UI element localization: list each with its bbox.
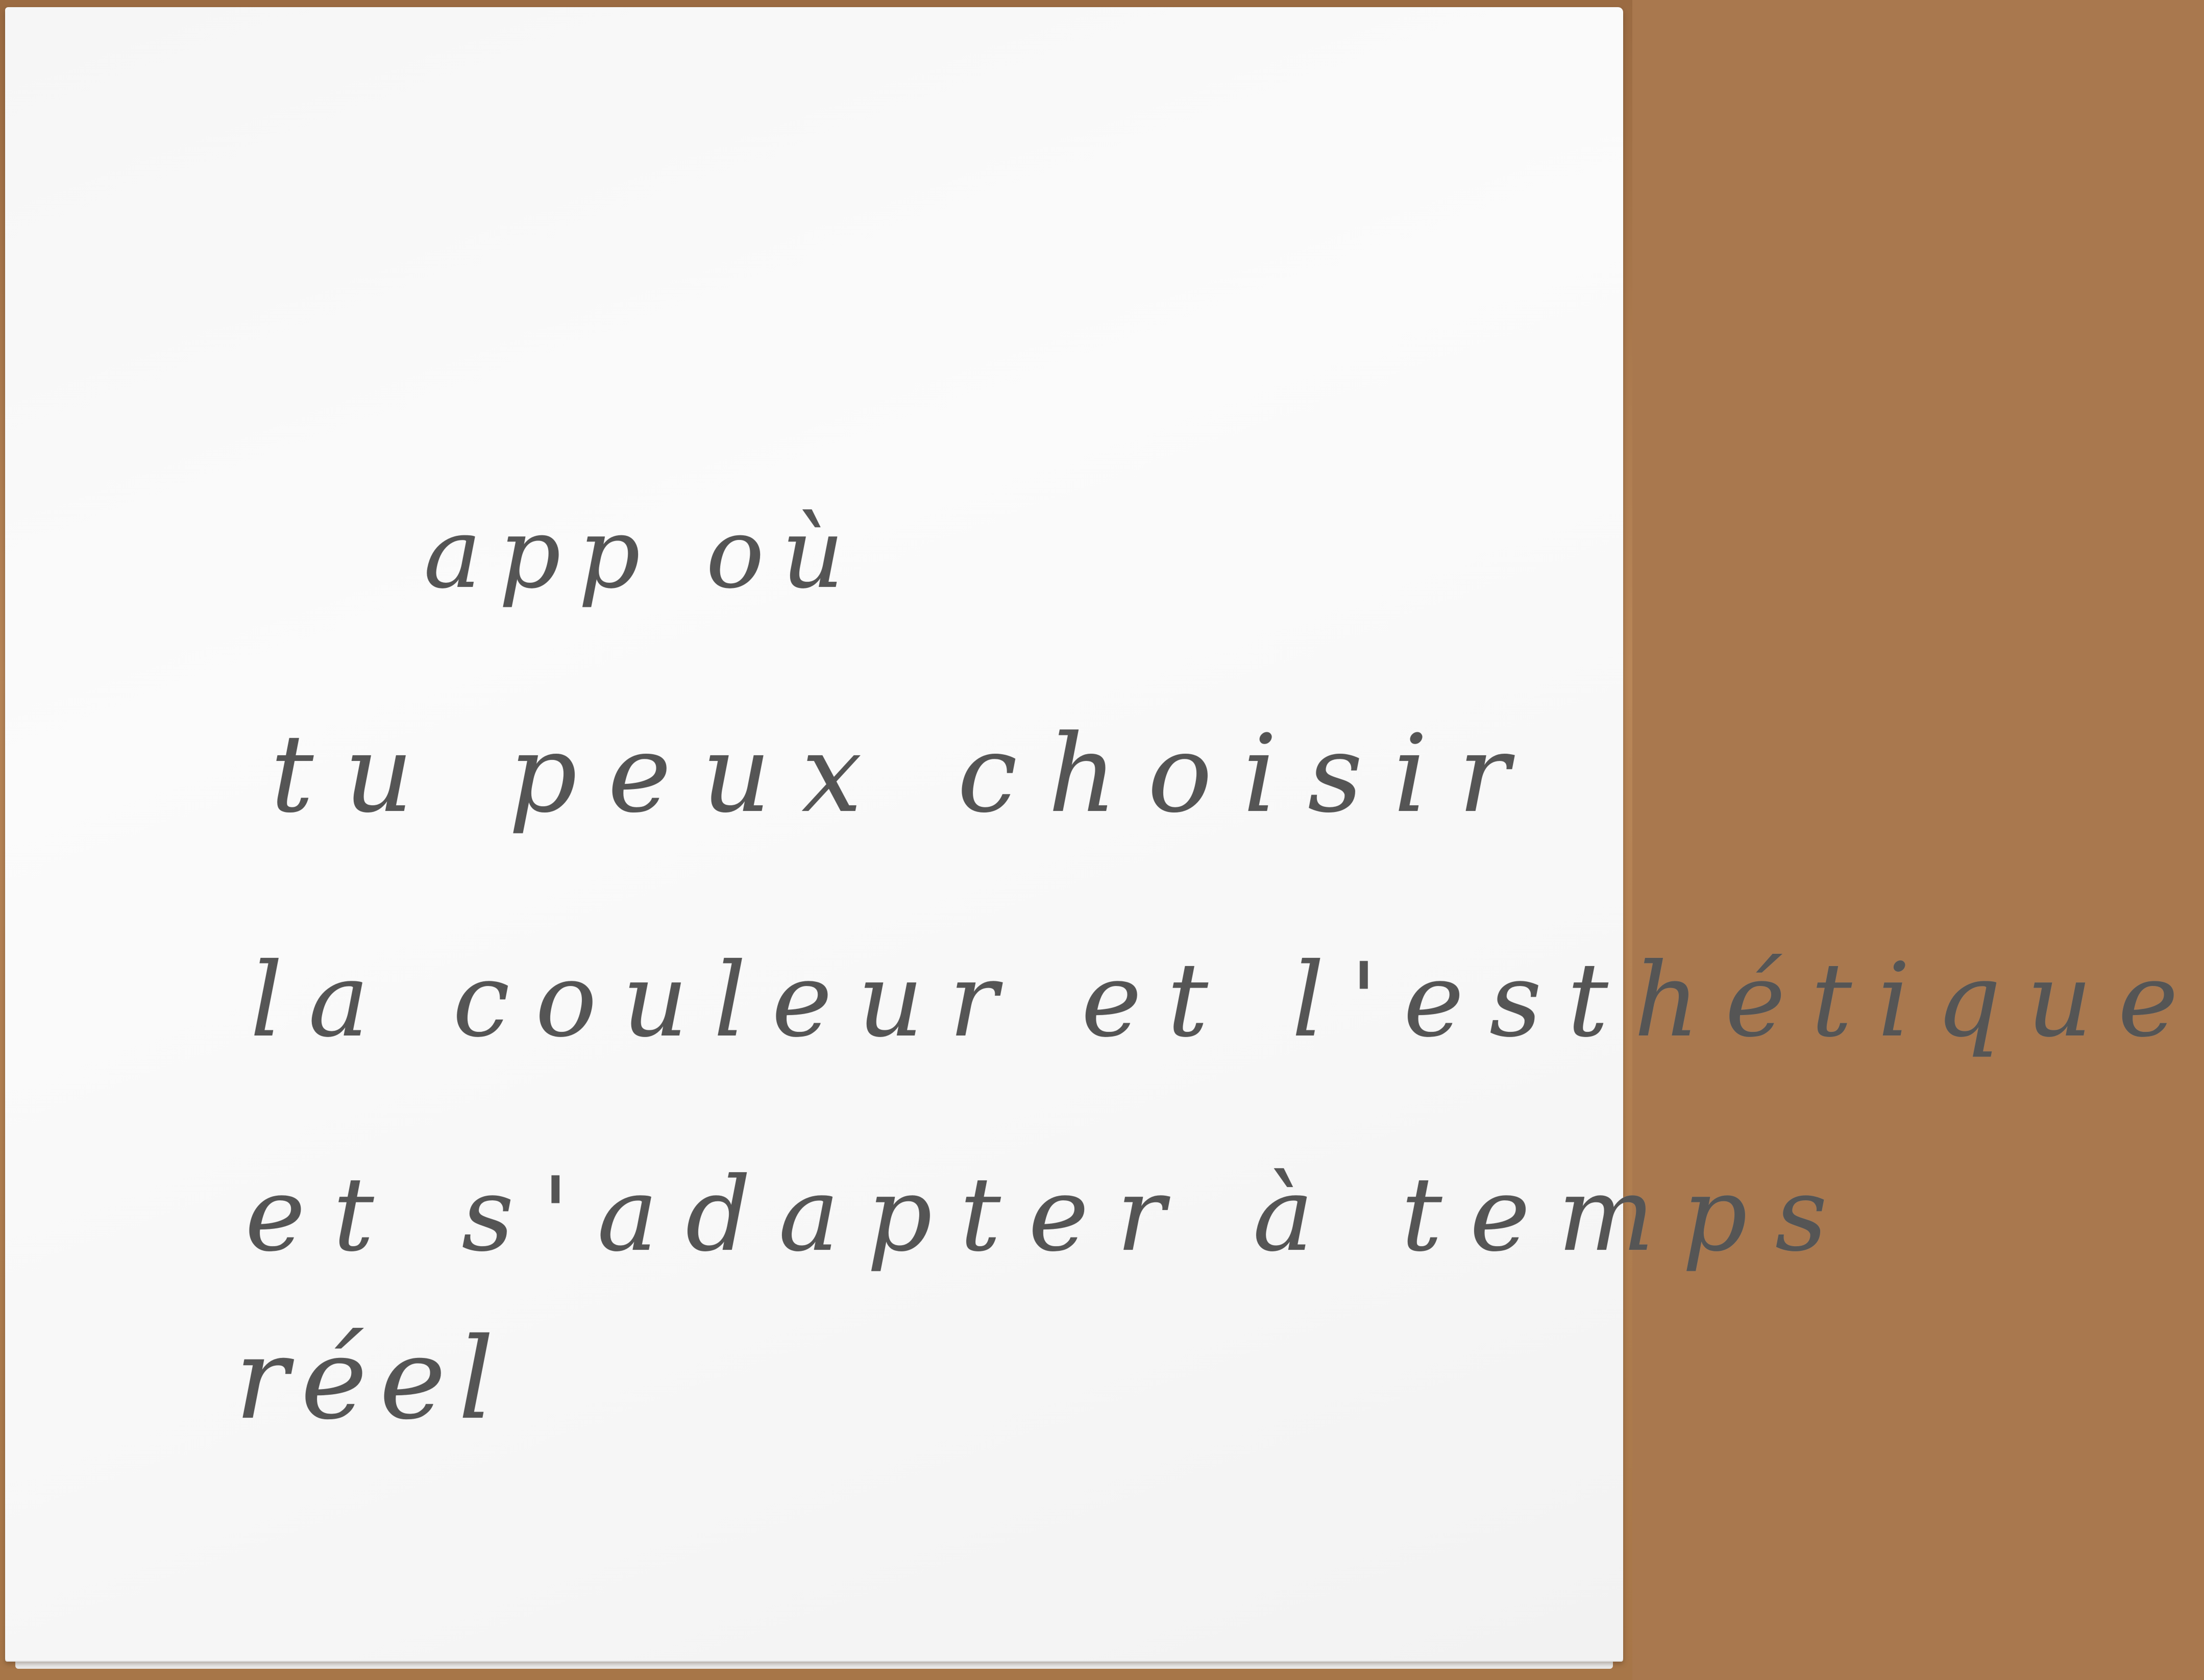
- paper-note: [5, 7, 2204, 1661]
- handwritten-line-4: et s'adapter à temps: [245, 1155, 1855, 1274]
- handwritten-line-1: app où: [424, 497, 862, 610]
- handwritten-line-5: réel: [235, 1314, 506, 1444]
- handwritten-line-3: la couleur et l'esthétique: [250, 941, 2204, 1060]
- handwritten-line-2: tu peux choisir: [271, 711, 1540, 836]
